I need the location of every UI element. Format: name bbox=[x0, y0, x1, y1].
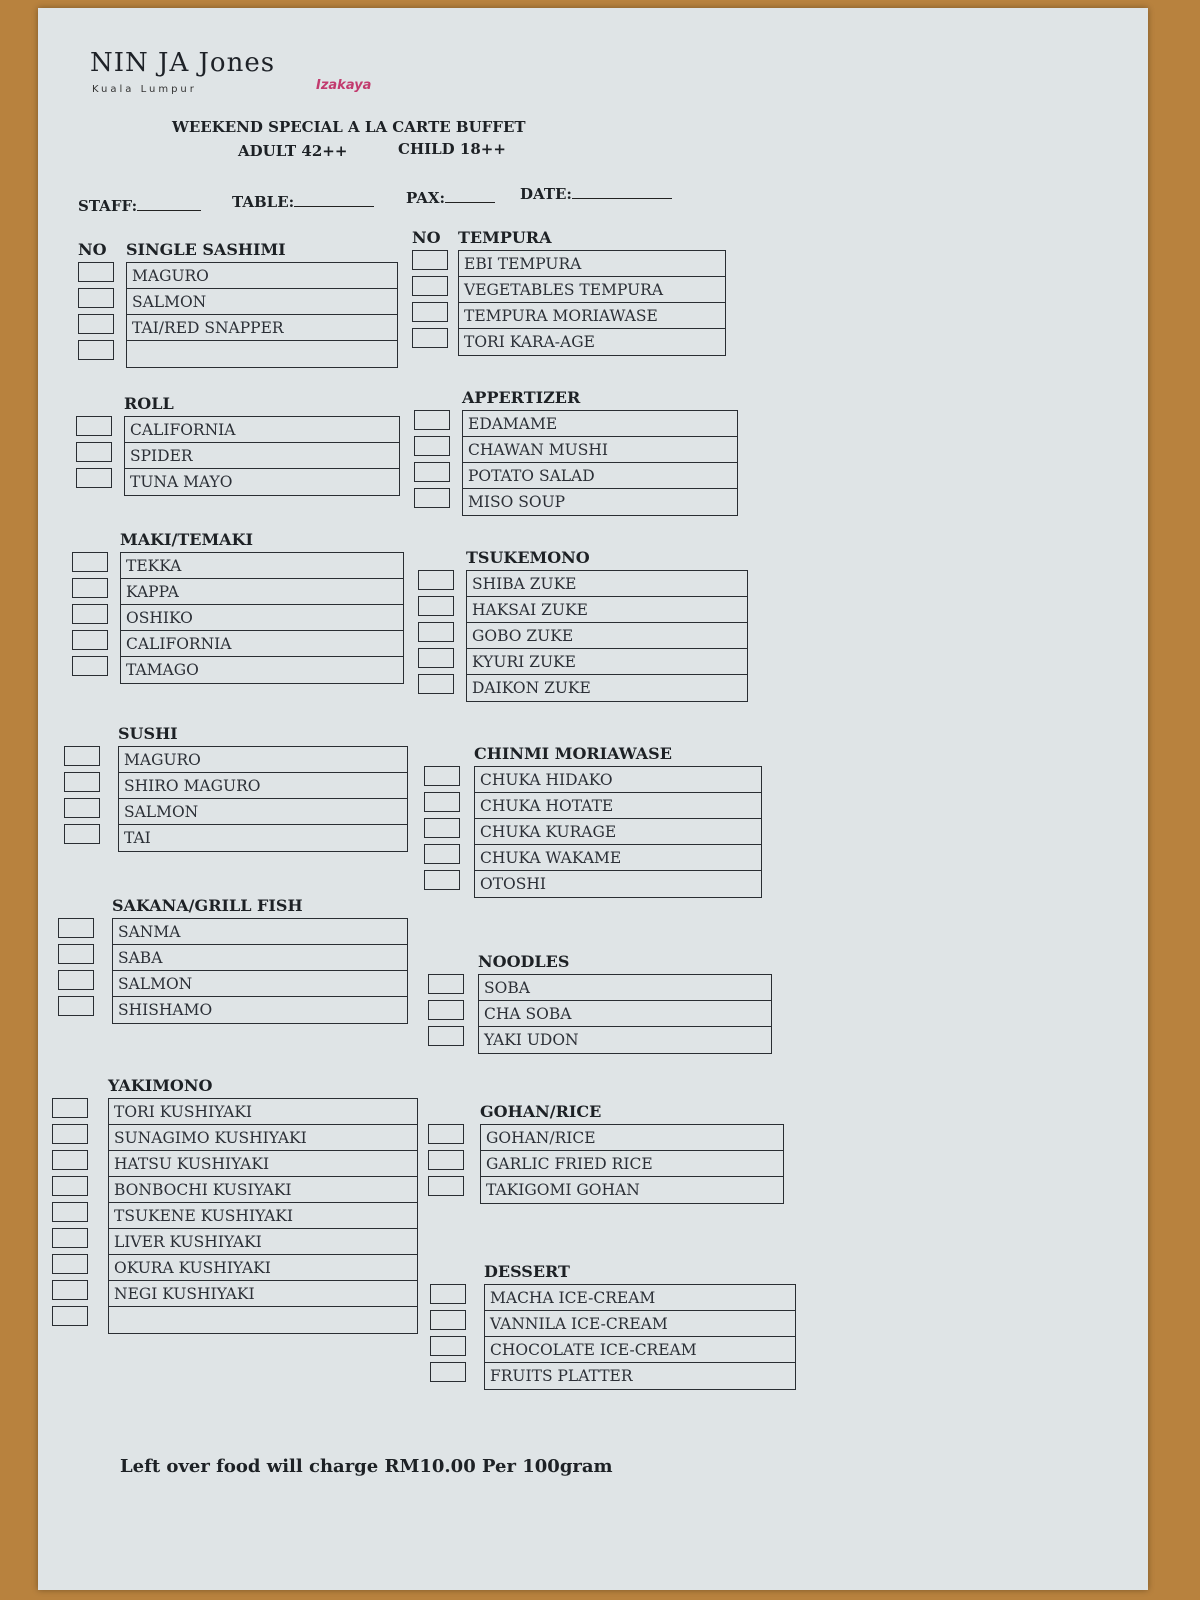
quantity-box[interactable] bbox=[52, 1150, 88, 1170]
menu-item: GOHAN/RICE bbox=[481, 1125, 783, 1151]
menu-item: OTOSHI bbox=[480, 875, 547, 893]
staff-label: STAFF: bbox=[78, 197, 138, 215]
menu-item: VANNILA ICE-CREAM bbox=[485, 1311, 795, 1337]
item-table bbox=[112, 918, 408, 1024]
quantity-box[interactable] bbox=[418, 648, 454, 668]
logo-name: NIN JA Jones bbox=[90, 48, 276, 78]
quantity-box[interactable] bbox=[78, 314, 114, 334]
quantity-box[interactable] bbox=[52, 1176, 88, 1196]
item-table bbox=[474, 766, 762, 898]
section-title: APPERTIZER bbox=[462, 388, 581, 407]
menu-item: YAKI UDON bbox=[484, 1031, 579, 1049]
quantity-boxes bbox=[430, 1284, 466, 1388]
item-table bbox=[120, 552, 404, 684]
menu-item: SOBA bbox=[479, 975, 771, 1001]
quantity-box[interactable] bbox=[428, 1150, 464, 1170]
menu-item: SALMON bbox=[113, 971, 407, 997]
quantity-box[interactable] bbox=[430, 1310, 466, 1330]
menu-item: TORI KUSHIYAKI bbox=[109, 1099, 417, 1125]
quantity-boxes bbox=[64, 746, 100, 850]
table-label: TABLE: bbox=[232, 193, 295, 211]
menu-item: CHOCOLATE ICE-CREAM bbox=[485, 1337, 795, 1363]
menu-item: TEMPURA MORIAWASE bbox=[459, 303, 725, 329]
item-table bbox=[484, 1284, 796, 1390]
pax-label: PAX: bbox=[406, 189, 446, 207]
quantity-box[interactable] bbox=[418, 622, 454, 642]
menu-item: POTATO SALAD bbox=[463, 463, 737, 489]
quantity-box[interactable] bbox=[64, 772, 100, 792]
quantity-box[interactable] bbox=[430, 1284, 466, 1304]
menu-item: MACHA ICE-CREAM bbox=[485, 1285, 795, 1311]
section-title: SINGLE SASHIMI bbox=[126, 240, 286, 259]
menu-item: SANMA bbox=[113, 919, 407, 945]
staff-field[interactable] bbox=[78, 196, 201, 215]
pax-field[interactable] bbox=[406, 188, 495, 207]
quantity-box[interactable] bbox=[428, 1000, 464, 1020]
item-table bbox=[466, 570, 748, 702]
menu-item: TAMAGO bbox=[126, 661, 199, 679]
menu-item: FRUITS PLATTER bbox=[490, 1367, 633, 1385]
quantity-box[interactable] bbox=[412, 302, 448, 322]
leftover-notice: Left over food will charge RM10.00 Per 100gram bbox=[120, 1456, 613, 1477]
quantity-box[interactable] bbox=[76, 416, 112, 436]
section-title: ROLL bbox=[124, 394, 174, 413]
quantity-boxes bbox=[58, 918, 94, 1022]
quantity-box[interactable] bbox=[424, 870, 460, 890]
menu-item bbox=[109, 1307, 417, 1333]
quantity-box[interactable] bbox=[78, 262, 114, 282]
menu-item: SHISHAMO bbox=[118, 1001, 213, 1019]
quantity-box[interactable] bbox=[72, 656, 108, 676]
menu-item: CHUKA HOTATE bbox=[475, 793, 761, 819]
no-column-label: NO bbox=[78, 240, 107, 259]
quantity-boxes bbox=[72, 552, 108, 682]
quantity-boxes bbox=[52, 1098, 88, 1332]
menu-item: MAGURO bbox=[119, 747, 407, 773]
menu-item: CHUKA HIDAKO bbox=[475, 767, 761, 793]
menu-item: GOBO ZUKE bbox=[467, 623, 747, 649]
quantity-box[interactable] bbox=[72, 630, 108, 650]
item-table bbox=[124, 416, 400, 496]
quantity-box[interactable] bbox=[76, 442, 112, 462]
item-table bbox=[126, 262, 398, 368]
section-title: TEMPURA bbox=[458, 228, 552, 247]
quantity-box[interactable] bbox=[52, 1280, 88, 1300]
menu-item: LIVER KUSHIYAKI bbox=[109, 1229, 417, 1255]
menu-item: TORI KARA-AGE bbox=[464, 333, 595, 351]
adult-price: ADULT 42++ bbox=[238, 142, 348, 160]
menu-item: TAI/RED SNAPPER bbox=[127, 315, 397, 341]
menu-item: OSHIKO bbox=[121, 605, 403, 631]
quantity-box[interactable] bbox=[412, 276, 448, 296]
staff-blank[interactable] bbox=[137, 196, 201, 211]
quantity-box[interactable] bbox=[58, 944, 94, 964]
quantity-box[interactable] bbox=[414, 410, 450, 430]
quantity-box[interactable] bbox=[72, 604, 108, 624]
quantity-box[interactable] bbox=[52, 1098, 88, 1118]
menu-item: TSUKENE KUSHIYAKI bbox=[109, 1203, 417, 1229]
menu-item: MISO SOUP bbox=[468, 493, 566, 511]
quantity-box[interactable] bbox=[428, 1124, 464, 1144]
table-blank[interactable] bbox=[294, 192, 374, 207]
date-blank[interactable] bbox=[572, 184, 672, 199]
menu-item: SHIBA ZUKE bbox=[467, 571, 747, 597]
quantity-box[interactable] bbox=[52, 1124, 88, 1144]
quantity-box[interactable] bbox=[58, 918, 94, 938]
menu-item: KAPPA bbox=[121, 579, 403, 605]
menu-item: TEKKA bbox=[121, 553, 403, 579]
restaurant-logo bbox=[90, 48, 372, 95]
item-table bbox=[118, 746, 408, 852]
quantity-box[interactable] bbox=[52, 1202, 88, 1222]
quantity-box[interactable] bbox=[430, 1362, 466, 1382]
quantity-boxes bbox=[428, 1124, 464, 1202]
section-title: DESSERT bbox=[484, 1262, 570, 1281]
menu-item: EDAMAME bbox=[463, 411, 737, 437]
quantity-box[interactable] bbox=[424, 844, 460, 864]
quantity-box[interactable] bbox=[428, 1176, 464, 1196]
quantity-box[interactable] bbox=[418, 674, 454, 694]
section-title: CHINMI MORIAWASE bbox=[474, 744, 672, 763]
quantity-box[interactable] bbox=[72, 578, 108, 598]
quantity-box[interactable] bbox=[78, 340, 114, 360]
menu-item: SHIRO MAGURO bbox=[119, 773, 407, 799]
menu-item: SUNAGIMO KUSHIYAKI bbox=[109, 1125, 417, 1151]
menu-item: TAI bbox=[124, 829, 151, 847]
menu-item: CHA SOBA bbox=[479, 1001, 771, 1027]
item-table bbox=[478, 974, 772, 1054]
quantity-box[interactable] bbox=[418, 570, 454, 590]
menu-item: HAKSAI ZUKE bbox=[467, 597, 747, 623]
menu-item: SALMON bbox=[119, 799, 407, 825]
quantity-box[interactable] bbox=[78, 288, 114, 308]
item-table bbox=[458, 250, 726, 356]
quantity-box[interactable] bbox=[414, 488, 450, 508]
menu-item: BONBOCHI KUSIYAKI bbox=[109, 1177, 417, 1203]
no-column-label: NO bbox=[412, 228, 441, 247]
pax-blank[interactable] bbox=[445, 188, 495, 203]
quantity-boxes bbox=[428, 974, 464, 1052]
menu-item: VEGETABLES TEMPURA bbox=[459, 277, 725, 303]
quantity-box[interactable] bbox=[424, 818, 460, 838]
quantity-box[interactable] bbox=[424, 766, 460, 786]
section-title: MAKI/TEMAKI bbox=[120, 530, 253, 549]
menu-item: TUNA MAYO bbox=[130, 473, 233, 491]
menu-item: NEGI KUSHIYAKI bbox=[109, 1281, 417, 1307]
quantity-box[interactable] bbox=[58, 970, 94, 990]
menu-item: HATSU KUSHIYAKI bbox=[109, 1151, 417, 1177]
date-label: DATE: bbox=[520, 185, 572, 203]
quantity-boxes bbox=[412, 250, 448, 354]
menu-item: CALIFORNIA bbox=[125, 417, 399, 443]
section-title: NOODLES bbox=[478, 952, 570, 971]
quantity-box[interactable] bbox=[414, 436, 450, 456]
quantity-box[interactable] bbox=[428, 974, 464, 994]
quantity-box[interactable] bbox=[412, 328, 448, 348]
quantity-box[interactable] bbox=[52, 1306, 88, 1326]
quantity-box[interactable] bbox=[58, 996, 94, 1016]
quantity-box[interactable] bbox=[72, 552, 108, 572]
menu-item: EBI TEMPURA bbox=[459, 251, 725, 277]
quantity-boxes bbox=[78, 262, 114, 366]
menu-item: CHAWAN MUSHI bbox=[463, 437, 737, 463]
quantity-box[interactable] bbox=[64, 798, 100, 818]
quantity-box[interactable] bbox=[428, 1026, 464, 1046]
date-field[interactable] bbox=[520, 184, 672, 203]
section-title: TSUKEMONO bbox=[466, 548, 590, 567]
quantity-box[interactable] bbox=[412, 250, 448, 270]
quantity-box[interactable] bbox=[424, 792, 460, 812]
menu-item: CALIFORNIA bbox=[121, 631, 403, 657]
quantity-box[interactable] bbox=[76, 468, 112, 488]
item-table bbox=[108, 1098, 418, 1334]
quantity-box[interactable] bbox=[64, 824, 100, 844]
quantity-box[interactable] bbox=[52, 1228, 88, 1248]
quantity-boxes bbox=[418, 570, 454, 700]
menu-item: SABA bbox=[113, 945, 407, 971]
quantity-box[interactable] bbox=[64, 746, 100, 766]
menu-item: TAKIGOMI GOHAN bbox=[486, 1181, 640, 1199]
section-title: SAKANA/GRILL FISH bbox=[112, 896, 303, 915]
section-title: YAKIMONO bbox=[108, 1076, 213, 1095]
menu-item bbox=[127, 341, 397, 367]
quantity-box[interactable] bbox=[430, 1336, 466, 1356]
quantity-box[interactable] bbox=[52, 1254, 88, 1274]
quantity-boxes bbox=[424, 766, 460, 896]
menu-item: DAIKON ZUKE bbox=[472, 679, 591, 697]
menu-item: CHUKA WAKAME bbox=[475, 845, 761, 871]
menu-item: KYURI ZUKE bbox=[467, 649, 747, 675]
table-field[interactable] bbox=[232, 192, 374, 211]
menu-item: GARLIC FRIED RICE bbox=[481, 1151, 783, 1177]
child-price: CHILD 18++ bbox=[398, 140, 506, 158]
item-table bbox=[462, 410, 738, 516]
logo-tag: Izakaya bbox=[316, 78, 372, 93]
logo-city: Kuala Lumpur bbox=[92, 84, 197, 95]
quantity-box[interactable] bbox=[414, 462, 450, 482]
menu-item: MAGURO bbox=[127, 263, 397, 289]
quantity-boxes bbox=[414, 410, 450, 514]
menu-title: WEEKEND SPECIAL A LA CARTE BUFFET bbox=[172, 118, 526, 136]
menu-item: SALMON bbox=[127, 289, 397, 315]
menu-item: CHUKA KURAGE bbox=[475, 819, 761, 845]
menu-item: OKURA KUSHIYAKI bbox=[109, 1255, 417, 1281]
quantity-boxes bbox=[76, 416, 112, 494]
quantity-box[interactable] bbox=[418, 596, 454, 616]
item-table bbox=[480, 1124, 784, 1204]
menu-item: SPIDER bbox=[125, 443, 399, 469]
section-title: SUSHI bbox=[118, 724, 178, 743]
section-title: GOHAN/RICE bbox=[480, 1102, 602, 1121]
